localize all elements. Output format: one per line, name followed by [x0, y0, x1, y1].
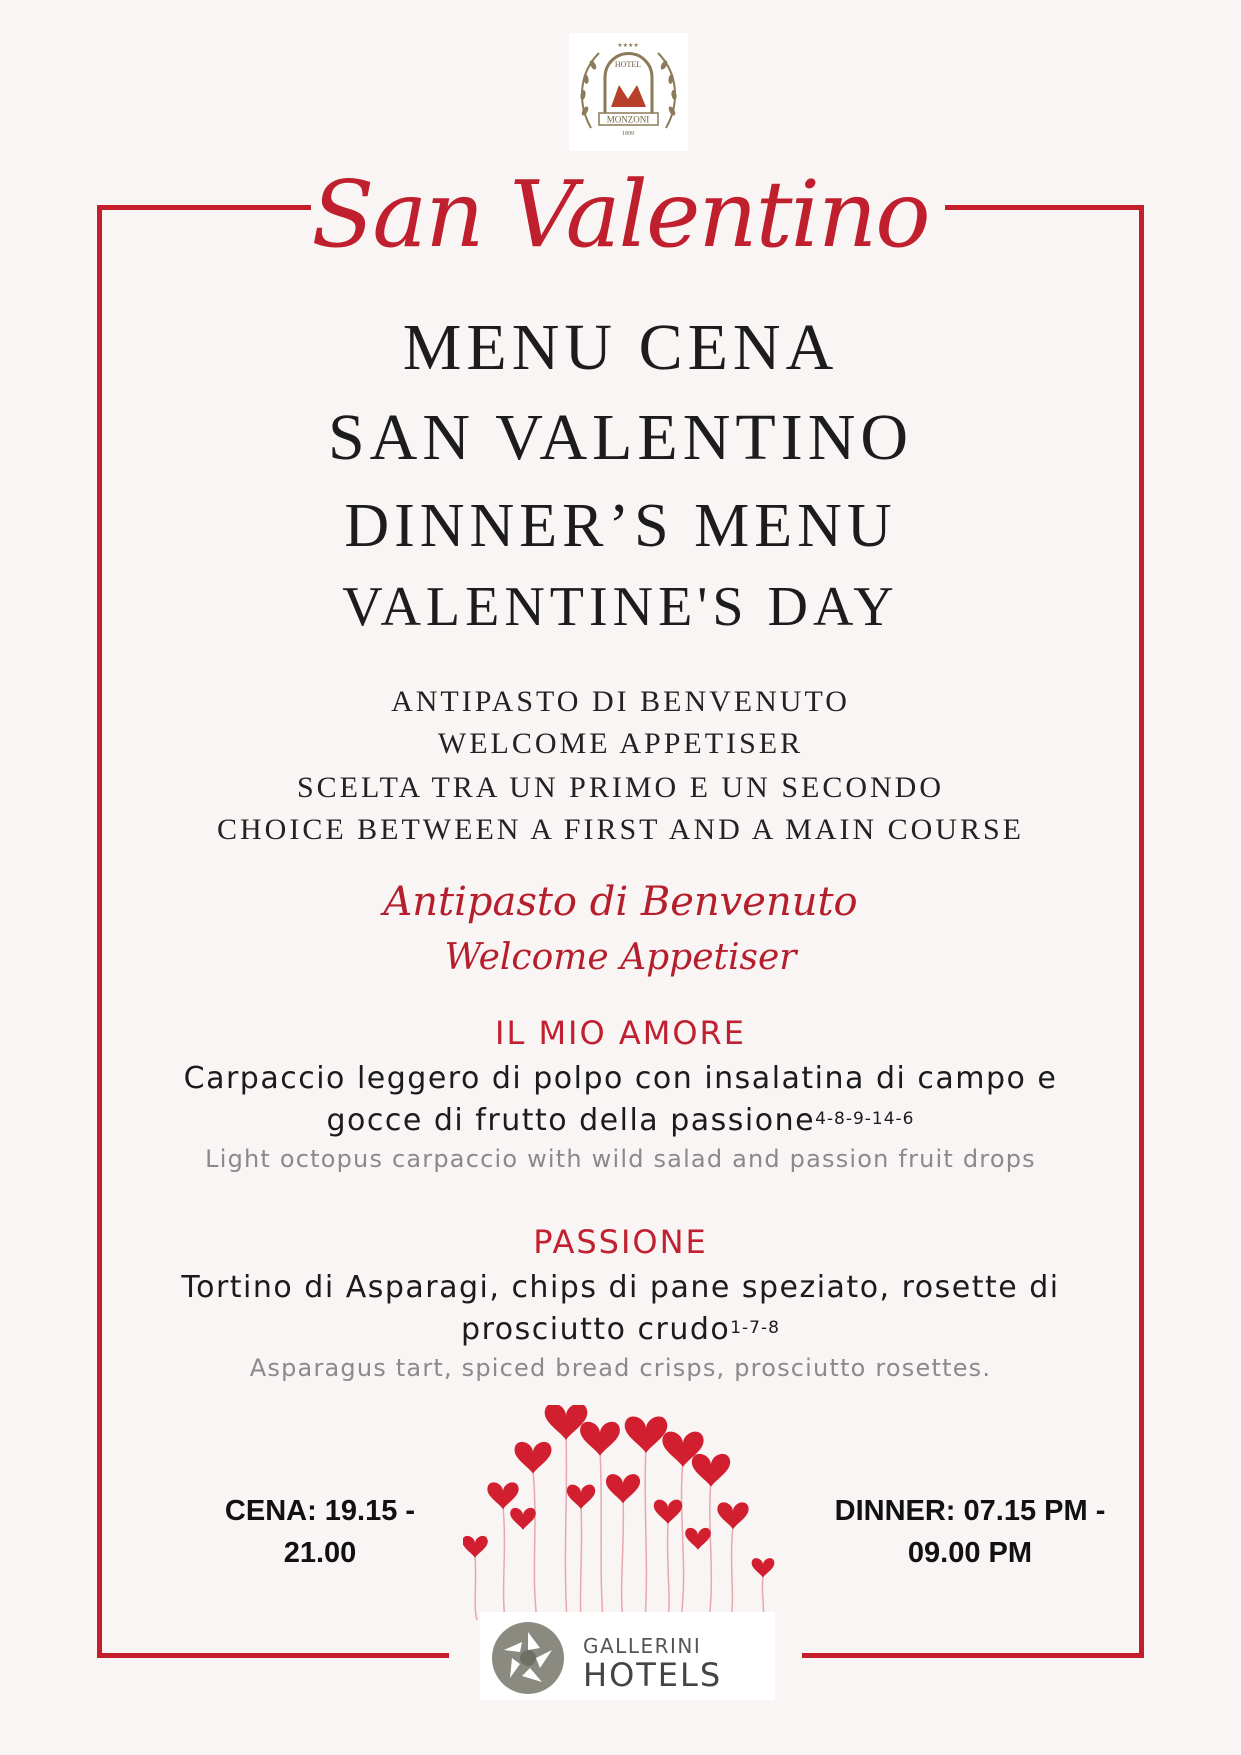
intro-line: SCELTA TRA UN PRIMO E UN SECONDO: [296, 771, 944, 804]
heading-menu-cena: MENU CENA: [402, 311, 839, 384]
intro-line: CHOICE BETWEEN A FIRST AND A MAIN COURSE: [216, 813, 1024, 846]
heading-san-valentino: SAN VALENTINO: [327, 401, 914, 474]
dinner-time: DINNER: 07.15 PM - 09.00 PM: [834, 1495, 1106, 1569]
frame-top-right: [945, 205, 1144, 210]
hotel-monzoni-logo: [569, 33, 688, 151]
course-description-it: gocce di frutto della passione$^{4-8-9-14-6}$: [326, 1103, 915, 1138]
footer-logo-line2: HOTELS: [583, 1656, 723, 1694]
script-title: San Valentino: [311, 161, 929, 268]
course-name: IL MIO AMORE: [495, 1014, 746, 1052]
allergen-codes: 4-8-9-14-6: [815, 1109, 915, 1129]
frame-bottom-left: [97, 1653, 449, 1658]
svg-text:1899: 1899: [622, 131, 634, 137]
heading-dinners-menu: DINNER’S MENU: [344, 492, 897, 560]
aperture-icon: [490, 1620, 566, 1696]
gallerini-hotels-logo: [480, 1612, 775, 1700]
course-name: PASSIONE: [533, 1223, 708, 1261]
intro-line: ANTIPASTO DI BENVENUTO: [391, 685, 850, 718]
frame-top-left: [97, 205, 311, 210]
footer-logo-line1: GALLERINI: [583, 1634, 702, 1658]
welcome-en: Welcome Appetiser: [444, 937, 797, 978]
svg-text:HOTEL: HOTEL: [614, 60, 642, 69]
course-description-en: Asparagus tart, spiced bread crisps, prosciutto rosettes.: [249, 1354, 992, 1382]
course-description-it: prosciutto crudo$^{1-7-8}$: [461, 1312, 780, 1347]
welcome-it: Antipasto di Benvenuto: [383, 879, 858, 925]
laurel-crest-icon: [569, 33, 688, 151]
course-description-it: Tortino di Asparagi, chips di pane speziato, rosette di: [181, 1270, 1060, 1305]
cena-time: CENA: 19.15 - 21.00: [224, 1495, 416, 1569]
course-description-it: Carpaccio leggero di polpo con insalatina di campo e: [183, 1061, 1058, 1096]
heading-valentines-day: VALENTINE'S DAY: [342, 576, 899, 638]
svg-text:★★★★: ★★★★: [617, 42, 639, 49]
hearts-illustration: [463, 1405, 793, 1620]
allergen-codes: 1-7-8: [730, 1318, 780, 1338]
svg-text:MONZONI: MONZONI: [606, 114, 650, 125]
hearts-bouquet-icon: [463, 1405, 793, 1620]
course-description-en: Light octopus carpaccio with wild salad and passion fruit drops: [205, 1145, 1036, 1173]
frame-bottom-right: [802, 1653, 1144, 1658]
intro-line: WELCOME APPETISER: [437, 727, 804, 760]
